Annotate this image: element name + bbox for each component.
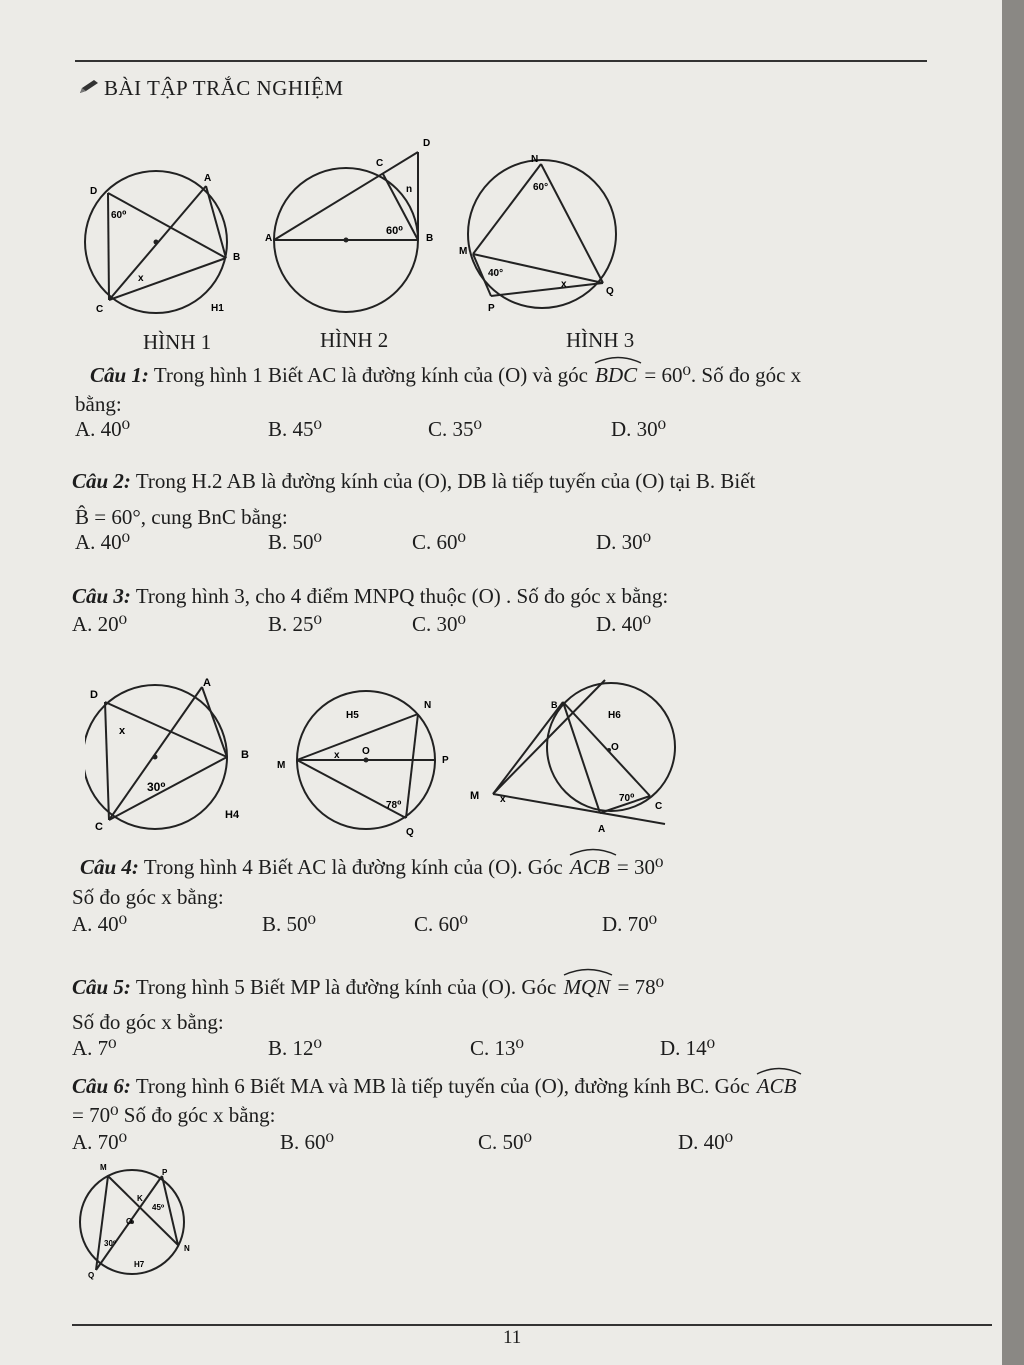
- page-edge: [1002, 0, 1024, 1365]
- h7-label-n: N: [184, 1244, 190, 1253]
- h5-angle-78: 78⁰: [386, 800, 402, 811]
- arc-notation: ACB: [568, 855, 612, 880]
- h1-label-b: B: [233, 252, 241, 263]
- figure-h4: [85, 672, 265, 842]
- figure-h1: [78, 160, 248, 320]
- question-1-line2: bằng:: [75, 392, 122, 416]
- h7-label-q: Q: [88, 1271, 95, 1280]
- option-a[interactable]: A. 40⁰: [75, 417, 131, 441]
- h5-label-m: M: [277, 760, 286, 771]
- section-header: [78, 76, 344, 101]
- h5-label-o: O: [362, 746, 370, 757]
- option-c[interactable]: C. 13⁰: [470, 1036, 524, 1060]
- h1-label-c: C: [96, 304, 104, 315]
- h7-label-o: O: [126, 1217, 133, 1226]
- section-title: BÀI TẬP TRẮC NGHIỆM: [104, 76, 344, 100]
- h7-label-m: M: [100, 1163, 107, 1172]
- h3-label-m: M: [459, 246, 468, 257]
- h4-angle-30: 30⁰: [147, 780, 166, 794]
- h6-angle-70: 70⁰: [619, 793, 635, 804]
- caption-h1: HÌNH 1: [143, 330, 212, 354]
- question-label: Câu 5:: [72, 975, 131, 999]
- question-2-line2: B̂ = 60°, cung BnC bằng:: [75, 505, 288, 529]
- h1-label-a: A: [204, 173, 212, 184]
- option-a[interactable]: A. 40⁰: [75, 530, 131, 554]
- question-3: [72, 584, 932, 609]
- h4-label-c: C: [95, 821, 103, 833]
- question-text: Trong hình 1 Biết AC là đường kính của (O) và góc: [153, 363, 588, 387]
- h6-label-x: x: [500, 794, 506, 805]
- question-6: [72, 1074, 962, 1099]
- h7-label-p: P: [162, 1168, 168, 1177]
- h1-label-h1: H1: [211, 303, 224, 314]
- h5-label-q: Q: [406, 827, 414, 838]
- h7-label-h7: H7: [134, 1260, 145, 1269]
- h6-label-b: B: [551, 700, 558, 710]
- question-label: Câu 4:: [80, 855, 139, 879]
- h4-label-x: x: [119, 725, 126, 737]
- option-b[interactable]: B. 60⁰: [280, 1130, 334, 1154]
- question-1: [90, 363, 950, 388]
- h7-angle-30: 30⁰: [104, 1239, 117, 1248]
- question-text: Trong hình 6 Biết MA và MB là tiếp tuyến của (O), đường kính BC. Góc: [135, 1074, 750, 1098]
- option-d[interactable]: D. 30⁰: [596, 530, 652, 554]
- h4-label-a: A: [203, 677, 211, 689]
- question-4-line2: Số đo góc x bằng:: [72, 885, 224, 909]
- h1-label-d: D: [90, 186, 98, 197]
- h3-label-q: Q: [606, 286, 614, 297]
- question-text: Trong hình 3, cho 4 điểm MNPQ thuộc (O) . Số đo góc x bằng:: [135, 584, 669, 608]
- arc-notation: BDC: [593, 363, 639, 388]
- question-text: Trong hình 5 Biết MP là đường kính của (O). Góc: [135, 975, 557, 999]
- option-a[interactable]: A. 40⁰: [72, 912, 128, 936]
- figure-h7: [70, 1160, 210, 1285]
- h5-label-h5: H5: [346, 710, 359, 721]
- question-5: [72, 975, 932, 1000]
- question-4: [80, 855, 940, 880]
- option-c[interactable]: C. 60⁰: [412, 530, 466, 554]
- h5-label-n: N: [424, 700, 432, 711]
- option-a[interactable]: A. 20⁰: [72, 612, 128, 636]
- option-b[interactable]: B. 25⁰: [268, 612, 322, 636]
- h3-label-p: P: [488, 303, 495, 314]
- question-text-end: = 78⁰: [617, 975, 664, 999]
- h6-label-m: M: [470, 790, 480, 802]
- h2-label-d: D: [423, 138, 431, 149]
- h3-label-n: N: [531, 154, 539, 165]
- pencil-icon: [78, 76, 104, 101]
- figure-h5: [272, 690, 457, 840]
- option-d[interactable]: D. 30⁰: [611, 417, 667, 441]
- option-b[interactable]: B. 50⁰: [262, 912, 316, 936]
- caption-h2: HÌNH 2: [320, 328, 389, 352]
- option-b[interactable]: B. 50⁰: [268, 530, 322, 554]
- h3-label-x: x: [561, 279, 567, 290]
- h2-label-c: C: [376, 158, 384, 169]
- question-label: Câu 6:: [72, 1074, 131, 1098]
- option-d[interactable]: D. 70⁰: [602, 912, 658, 936]
- question-text: Trong H.2 AB là đường kính của (O), DB là tiếp tuyến của (O) tại B. Biết: [135, 469, 756, 493]
- question-text-end: = 30⁰: [616, 855, 664, 879]
- question-text: Trong hình 4 Biết AC là đường kính của (O). Góc: [143, 855, 563, 879]
- question-6-line2: = 70⁰ Số đo góc x bằng:: [72, 1103, 276, 1127]
- question-2: [72, 469, 942, 494]
- top-divider: [75, 60, 927, 62]
- figure-h3: [455, 150, 630, 320]
- h6-label-h6: H6: [608, 710, 621, 721]
- h1-label-x: x: [138, 273, 144, 284]
- caption-h3: HÌNH 3: [566, 328, 635, 352]
- h4-label-b: B: [241, 749, 249, 761]
- h2-label-a: A: [265, 233, 273, 244]
- arc-notation: MQN: [562, 975, 613, 1000]
- option-c[interactable]: C. 30⁰: [412, 612, 466, 636]
- h6-label-a: A: [598, 824, 606, 835]
- h7-angle-45: 45⁰: [152, 1203, 165, 1212]
- h2-label-b: B: [426, 233, 434, 244]
- page-number: 11: [503, 1327, 522, 1348]
- h1-angle-60: 60⁰: [111, 210, 127, 221]
- question-text-end: = 60⁰. Số đo góc x: [644, 363, 802, 387]
- h6-label-c: C: [655, 801, 663, 812]
- h3-angle-60: 60°: [533, 182, 549, 193]
- option-d[interactable]: D. 14⁰: [660, 1036, 716, 1060]
- option-d[interactable]: D. 40⁰: [678, 1130, 734, 1154]
- h2-angle-60: 60⁰: [386, 225, 404, 237]
- h6-label-o: O: [611, 742, 619, 753]
- option-b[interactable]: B. 12⁰: [268, 1036, 322, 1060]
- bottom-divider: [72, 1324, 992, 1326]
- h4-label-h4: H4: [225, 809, 240, 821]
- option-a[interactable]: A. 70⁰: [72, 1130, 128, 1154]
- question-label: Câu 2:: [72, 469, 131, 493]
- arc-notation: ACB: [755, 1074, 799, 1099]
- h4-label-d: D: [90, 689, 98, 701]
- question-5-line2: Số đo góc x bằng:: [72, 1010, 224, 1034]
- option-a[interactable]: A. 7⁰: [72, 1036, 117, 1060]
- option-d[interactable]: D. 40⁰: [596, 612, 652, 636]
- figure-h2: [262, 130, 442, 330]
- h7-label-k: K: [137, 1194, 143, 1203]
- h3-angle-40: 40°: [488, 268, 504, 279]
- option-b[interactable]: B. 45⁰: [268, 417, 322, 441]
- question-label: Câu 1:: [90, 363, 149, 387]
- h5-label-x: x: [334, 750, 340, 761]
- option-c[interactable]: C. 50⁰: [478, 1130, 532, 1154]
- h5-label-p: P: [442, 755, 449, 766]
- figure-h6: [465, 672, 690, 842]
- question-label: Câu 3:: [72, 584, 131, 608]
- h2-label-n: n: [406, 184, 413, 195]
- option-c[interactable]: C. 35⁰: [428, 417, 482, 441]
- option-c[interactable]: C. 60⁰: [414, 912, 468, 936]
